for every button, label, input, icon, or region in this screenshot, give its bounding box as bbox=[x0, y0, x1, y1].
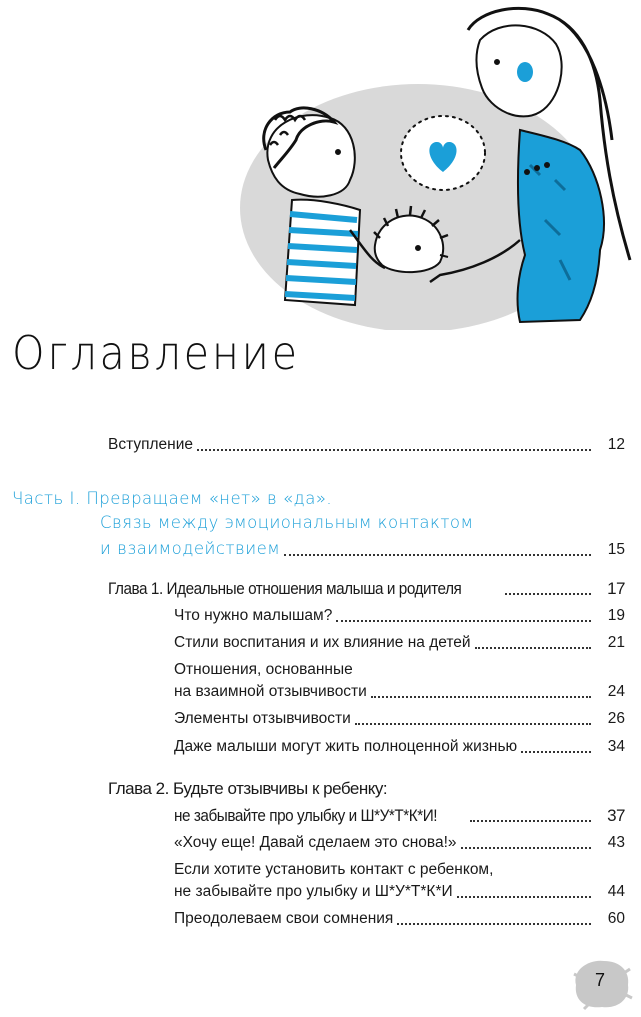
dot-leader bbox=[197, 449, 591, 451]
dot-leader bbox=[475, 647, 591, 649]
toc-page-number: 26 bbox=[607, 710, 625, 727]
dot-leader bbox=[521, 751, 591, 753]
toc-entry-item[interactable] bbox=[174, 832, 625, 854]
chapter-title-line1: Глава 2. Будьте отзывчивы к ребенку: bbox=[108, 779, 388, 798]
dot-leader bbox=[336, 620, 591, 622]
toc-entry-label: Даже малыши могут жить полноценной жизнью bbox=[174, 738, 518, 755]
dot-leader bbox=[505, 593, 591, 595]
toc-entry-item[interactable] bbox=[174, 632, 625, 654]
dot-leader bbox=[461, 847, 592, 849]
toc-entry-label: на взаимной отзывчивости bbox=[174, 683, 367, 700]
chapter-title: Глава 1. Идеальные отношения малыша и родителя bbox=[108, 579, 462, 598]
toc-entry-chapter2[interactable] bbox=[174, 805, 625, 827]
toc-page-number: 37 bbox=[607, 806, 625, 825]
toc-entry-item[interactable] bbox=[174, 736, 625, 758]
toc-page-number: 19 bbox=[607, 607, 625, 624]
toc-page-number: 24 bbox=[607, 683, 625, 700]
toc-entry-label: Стили воспитания и их влияние на детей bbox=[174, 634, 471, 651]
page-number: 7 bbox=[594, 970, 605, 990]
toc-page-number: 21 bbox=[607, 634, 625, 651]
toc-entry-label: Что нужно малышам? bbox=[174, 607, 333, 624]
toc-page-number: 15 bbox=[607, 541, 625, 558]
toc-entry-item[interactable] bbox=[174, 605, 625, 627]
dot-leader bbox=[284, 554, 591, 556]
toc-entry-chapter1[interactable] bbox=[108, 578, 625, 600]
part-heading-line2: Связь между эмоциональным контактом bbox=[100, 513, 474, 532]
dot-leader bbox=[355, 723, 591, 725]
dot-leader bbox=[397, 923, 591, 925]
dot-leader bbox=[470, 820, 591, 822]
toc-entry-item[interactable] bbox=[174, 681, 625, 703]
part-heading-line1: Часть I. Превращаем «нет» в «да». bbox=[12, 489, 333, 508]
dot-leader bbox=[457, 896, 591, 898]
toc-entry-label-line1: Отношения, основанные bbox=[174, 661, 353, 678]
toc-page-number: 60 bbox=[607, 910, 625, 927]
toc-entry-label-line1: Если хотите установить контакт с ребенком, bbox=[174, 861, 494, 878]
toc-entry-item[interactable] bbox=[174, 708, 625, 730]
toc-entry-label: Элементы отзывчивости bbox=[174, 710, 351, 727]
toc-entry-label: Преодолеваем свои сомнения bbox=[174, 910, 394, 927]
toc-page-number: 44 bbox=[607, 883, 625, 900]
toc-page-number: 34 bbox=[607, 738, 625, 755]
toc-page-number: 43 bbox=[607, 834, 625, 851]
toc-entry-label: не забывайте про улыбку и Ш*У*Т*К*И bbox=[174, 883, 453, 900]
toc-entry-part1[interactable] bbox=[100, 536, 625, 561]
toc-page-number: 17 bbox=[607, 579, 625, 598]
toc-entry-item[interactable] bbox=[174, 881, 625, 903]
toc-entry-intro[interactable] bbox=[108, 434, 625, 456]
toc-entry-label: Вступление bbox=[108, 436, 194, 453]
toc-entry-label: «Хочу еще! Давай сделаем это снова!» bbox=[174, 834, 457, 851]
toc-title: Оглавление bbox=[12, 326, 300, 380]
toc-page-number: 12 bbox=[607, 436, 625, 453]
mother-child-hedgehog-illustration bbox=[0, 0, 641, 330]
chapter-title: не забывайте про улыбку и Ш*У*Т*К*И! bbox=[174, 806, 438, 825]
dot-leader bbox=[371, 696, 591, 698]
toc-entry-item[interactable] bbox=[174, 908, 625, 930]
part-heading-line3: и взаимодействием bbox=[100, 539, 281, 558]
